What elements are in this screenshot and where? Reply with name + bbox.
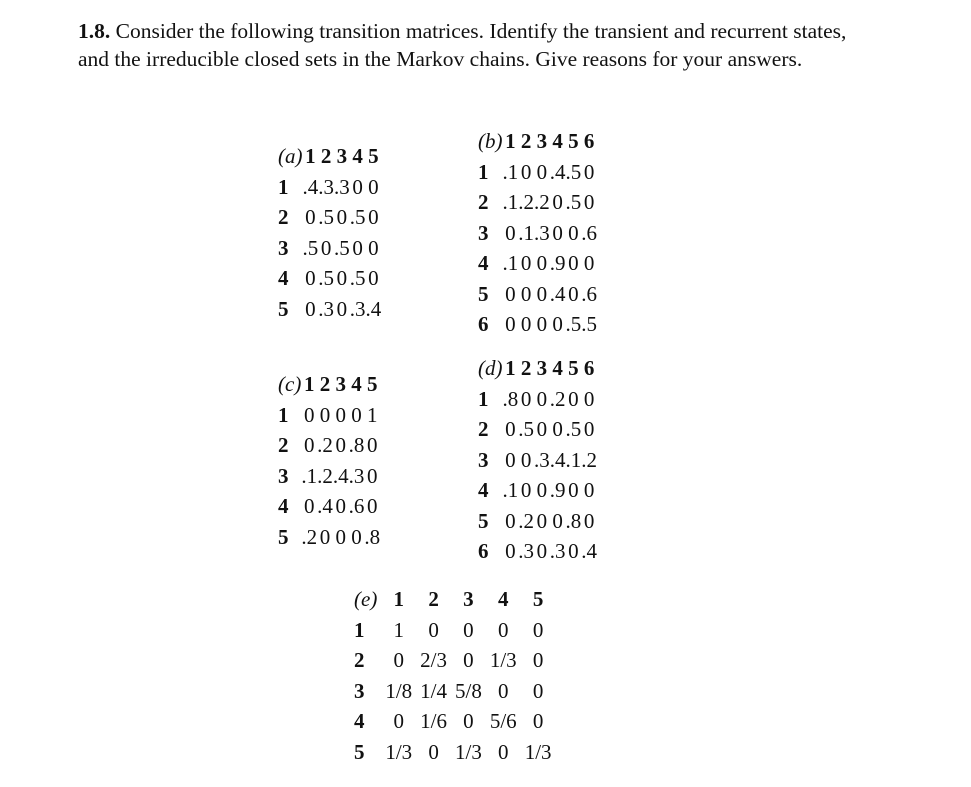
matrix-cell: 0 xyxy=(335,433,346,457)
matrix-cell: 0 xyxy=(536,478,548,502)
column-header: 3 xyxy=(463,587,474,611)
matrix-cell: .5 xyxy=(565,312,582,336)
row-header: 3 xyxy=(278,235,289,260)
column-header: 2 xyxy=(520,129,532,153)
matrix-row xyxy=(350,676,556,707)
matrix-row xyxy=(478,475,597,506)
matrix-row xyxy=(278,172,381,203)
matrix-cell: 0 xyxy=(583,508,595,533)
matrix-cell: 0 xyxy=(552,508,563,533)
matrix-cell: 0 xyxy=(505,312,516,336)
column-header: 3 xyxy=(536,129,548,153)
matrix-cell: 0 xyxy=(303,433,315,457)
matrix-cell: 1/6 xyxy=(420,709,447,733)
matrix-cell: 0 xyxy=(303,402,315,427)
matrix-cell: 0 xyxy=(463,617,474,642)
matrix-cell: 0 xyxy=(568,281,579,306)
matrix-cell: 1/3 xyxy=(385,739,413,764)
column-header: 3 xyxy=(536,356,548,380)
matrix-cell: 0 xyxy=(583,251,595,275)
row-header: 3 xyxy=(478,447,489,472)
matrix-cell: .5 xyxy=(518,417,534,441)
matrix-cell: .4 xyxy=(332,463,349,488)
matrix-row xyxy=(278,202,381,233)
matrix-cell: .3 xyxy=(534,220,550,245)
matrix-row xyxy=(350,737,556,768)
matrix-cell: 0 xyxy=(335,524,346,549)
matrix-row xyxy=(278,400,380,431)
matrix-cell: 0 xyxy=(368,266,379,290)
column-header: 2 xyxy=(320,144,332,168)
matrix-row xyxy=(278,263,381,294)
matrix-row xyxy=(478,536,597,567)
matrix-cell: 0 xyxy=(305,266,316,290)
matrix-cell: 1/3 xyxy=(524,739,552,764)
matrix-cell: 0 xyxy=(583,159,595,184)
matrix-cell: 0 xyxy=(368,174,379,199)
matrix-cell: 0 xyxy=(536,312,548,336)
row-header: 6 xyxy=(478,312,489,336)
matrix-cell: .2 xyxy=(317,433,333,457)
matrix-cell: .2 xyxy=(581,447,597,472)
matrix-row xyxy=(350,615,556,646)
matrix-cell: .1 xyxy=(502,159,519,184)
matrix-cell: 0 xyxy=(463,648,474,672)
column-header: 5 xyxy=(366,372,378,396)
matrix-cell: 0 xyxy=(536,251,548,275)
matrix-cell: .4 xyxy=(317,494,333,518)
matrix-cell: .1 xyxy=(518,220,534,245)
matrix-cell: 0 xyxy=(463,709,474,733)
matrix-cell: 0 xyxy=(583,386,595,411)
matrix-cell: 0 xyxy=(532,709,544,733)
matrix-cell: 0 xyxy=(568,386,579,411)
matrix-cell: 0 xyxy=(352,235,363,260)
column-header: 5 xyxy=(532,587,544,611)
problem-text: Consider the following transition matrices. Identify the transient and recurrent states, and the irreducible closed sets in the Markov chains. Give reasons for your answers. xyxy=(78,19,847,71)
matrix-cell: 0 xyxy=(552,190,563,214)
matrix-header-row xyxy=(478,126,597,157)
matrix-a xyxy=(278,141,381,324)
matrix-row xyxy=(478,248,597,279)
matrix-cell: 0 xyxy=(520,386,532,411)
matrix-cell: 0 xyxy=(583,190,595,214)
matrix-row xyxy=(478,506,597,537)
matrix-cell: 0 xyxy=(536,539,548,563)
matrix-cell: .1 xyxy=(502,190,519,214)
matrix-cell: 5/8 xyxy=(455,678,482,703)
matrix-cell: 0 xyxy=(393,648,404,672)
row-header: 2 xyxy=(478,190,489,214)
matrix-cell: 0 xyxy=(552,220,563,245)
matrix-cell: 0 xyxy=(305,205,316,229)
matrix-cell: 1 xyxy=(366,402,378,427)
matrix-cell: .4 xyxy=(365,296,382,321)
matrix-cell: .5 xyxy=(565,417,582,441)
column-header: 4 xyxy=(351,372,362,396)
matrix-cell: 1/3 xyxy=(455,739,482,764)
matrix-row xyxy=(478,279,597,310)
column-header: 3 xyxy=(336,144,348,168)
matrix-cell: .9 xyxy=(549,251,566,275)
column-header: 5 xyxy=(368,144,379,168)
matrix-cell: 0 xyxy=(351,402,362,427)
matrix-cell: .3 xyxy=(349,296,366,321)
matrix-cell: 0 xyxy=(505,508,516,533)
matrix-cell: .6 xyxy=(348,494,365,518)
matrix-cell: 1 xyxy=(393,617,404,642)
matrix-row xyxy=(478,309,597,340)
matrix-cell: .5 xyxy=(302,235,319,260)
matrix-cell: 0 xyxy=(336,205,348,229)
row-header: 1 xyxy=(278,402,289,427)
matrix-b xyxy=(478,126,597,340)
matrix-cell: .1 xyxy=(502,251,519,275)
matrix-cell: 2/3 xyxy=(420,648,447,672)
column-header: 6 xyxy=(583,129,595,153)
column-header: 1 xyxy=(393,587,404,611)
matrix-cell: 0 xyxy=(505,539,516,563)
matrix-cell: 0 xyxy=(583,417,595,441)
matrix-cell: 0 xyxy=(366,463,378,488)
matrix-cell: .8 xyxy=(364,524,381,549)
column-header: 4 xyxy=(552,129,563,153)
matrix-cell: .2 xyxy=(518,508,534,533)
row-header: 6 xyxy=(478,539,489,563)
matrix-cell: 0 xyxy=(305,296,316,321)
matrix-cell: .5 xyxy=(581,312,597,336)
matrix-cell: 0 xyxy=(319,524,331,549)
row-header: 3 xyxy=(278,463,289,488)
row-header: 4 xyxy=(278,494,289,518)
matrix-header-row xyxy=(350,584,556,615)
matrix-cell: .5 xyxy=(565,159,582,184)
matrix-cell: 0 xyxy=(520,281,532,306)
matrix-cell: 0 xyxy=(498,617,509,642)
matrix-cell: .2 xyxy=(301,524,318,549)
column-header: 2 xyxy=(520,356,532,380)
matrix-row xyxy=(350,706,556,737)
matrix-cell: 0 xyxy=(536,386,548,411)
matrix-cell: 0 xyxy=(498,739,509,764)
matrix-cell: 0 xyxy=(520,159,532,184)
matrix-cell: 0 xyxy=(505,220,516,245)
matrix-cell: 0 xyxy=(532,617,544,642)
row-header: 1 xyxy=(278,174,289,199)
row-header: 4 xyxy=(278,266,289,290)
matrix-cell: .4 xyxy=(581,539,597,563)
matrix-label: (a) xyxy=(278,144,303,168)
matrix-header-row xyxy=(278,141,381,172)
matrix-row xyxy=(278,430,380,461)
matrix-cell: 0 xyxy=(568,539,579,563)
row-header: 2 xyxy=(478,417,489,441)
matrix-cell: 0 xyxy=(520,251,532,275)
matrix-cell: 0 xyxy=(320,235,332,260)
matrix-cell: .8 xyxy=(502,386,519,411)
matrix-cell: 0 xyxy=(335,402,346,427)
matrix-c xyxy=(278,369,380,552)
matrix-row xyxy=(478,157,597,188)
column-header: 2 xyxy=(428,587,439,611)
matrix-row xyxy=(478,218,597,249)
column-header: 4 xyxy=(498,587,509,611)
matrix-cell: 0 xyxy=(366,433,378,457)
matrix-row xyxy=(278,294,381,325)
row-header: 3 xyxy=(478,220,489,245)
matrix-cell: 0 xyxy=(368,235,379,260)
matrix-cell: 0 xyxy=(336,296,348,321)
column-header: 1 xyxy=(303,372,315,396)
column-header: 6 xyxy=(583,356,595,380)
matrix-cell: .2 xyxy=(549,386,566,411)
matrix-cell: 0 xyxy=(335,494,346,518)
matrix-label: (b) xyxy=(478,129,503,153)
matrix-cell: 0 xyxy=(303,494,315,518)
row-header: 5 xyxy=(354,739,365,764)
matrix-cell: 0 xyxy=(532,648,544,672)
matrix-cell: .4 xyxy=(549,159,566,184)
matrix-cell: .4 xyxy=(302,174,319,199)
matrix-cell: 1/3 xyxy=(489,648,517,672)
column-header: 5 xyxy=(568,129,579,153)
problem-statement xyxy=(78,17,868,73)
matrix-cell: 0 xyxy=(352,174,363,199)
matrix-cell: .4 xyxy=(549,447,566,472)
matrix-cell: 0 xyxy=(428,617,439,642)
matrix-header-row xyxy=(278,369,380,400)
matrix-cell: .3 xyxy=(318,296,334,321)
matrix-row xyxy=(278,461,380,492)
row-header: 4 xyxy=(354,709,365,733)
matrix-label: (d) xyxy=(478,356,503,380)
column-header: 1 xyxy=(505,356,516,380)
row-header: 3 xyxy=(354,678,365,703)
matrix-cell: .1 xyxy=(502,478,519,502)
row-header: 2 xyxy=(278,433,289,457)
matrix-row xyxy=(478,384,597,415)
row-header: 5 xyxy=(278,296,289,321)
row-header: 5 xyxy=(478,281,489,306)
matrix-cell: 0 xyxy=(536,508,548,533)
column-header: 1 xyxy=(505,129,516,153)
matrix-cell: .3 xyxy=(518,539,534,563)
matrix-cell: 0 xyxy=(536,281,548,306)
matrix-cell: .3 xyxy=(549,539,566,563)
column-header: 4 xyxy=(352,144,363,168)
matrix-row xyxy=(478,414,597,445)
matrix-cell: .4 xyxy=(549,281,566,306)
matrix-cell: 0 xyxy=(552,417,563,441)
column-header: 3 xyxy=(335,372,346,396)
matrix-cell: 0 xyxy=(505,447,516,472)
matrix-cell: .3 xyxy=(318,174,334,199)
matrix-cell: .8 xyxy=(348,433,365,457)
matrix-cell: 0 xyxy=(520,478,532,502)
matrix-cell: .3 xyxy=(348,463,365,488)
matrix-cell: .5 xyxy=(318,266,334,290)
row-header: 2 xyxy=(354,648,365,672)
row-header: 5 xyxy=(478,508,489,533)
matrix-cell: .5 xyxy=(349,205,366,229)
matrix-cell: .2 xyxy=(534,190,550,214)
matrix-e xyxy=(350,584,556,767)
matrix-cell: 0 xyxy=(505,417,516,441)
matrix-cell: .3 xyxy=(534,447,550,472)
matrix-row xyxy=(278,491,380,522)
row-header: 4 xyxy=(478,478,489,502)
matrix-cell: .9 xyxy=(549,478,566,502)
column-header: 2 xyxy=(319,372,331,396)
matrix-cell: .5 xyxy=(565,190,582,214)
row-header: 4 xyxy=(478,251,489,275)
matrix-cell: .2 xyxy=(518,190,534,214)
matrix-row xyxy=(350,645,556,676)
matrix-cell: .8 xyxy=(565,508,582,533)
matrix-cell: 0 xyxy=(505,281,516,306)
matrix-cell: 0 xyxy=(428,739,439,764)
matrix-cell: 0 xyxy=(583,478,595,502)
matrix-cell: .2 xyxy=(317,463,333,488)
matrix-cell: 1/8 xyxy=(385,678,413,703)
matrix-cell: 0 xyxy=(336,266,348,290)
matrix-label: (e) xyxy=(354,587,378,611)
matrix-cell: 0 xyxy=(368,205,379,229)
matrix-cell: 0 xyxy=(568,478,579,502)
matrix-cell: 0 xyxy=(536,417,548,441)
column-header: 1 xyxy=(305,144,316,168)
matrix-cell: 0 xyxy=(552,312,563,336)
column-header: 5 xyxy=(568,356,579,380)
matrix-cell: 5/6 xyxy=(489,709,517,733)
matrix-row xyxy=(278,233,381,264)
matrix-row xyxy=(478,187,597,218)
row-header: 2 xyxy=(278,205,289,229)
matrix-cell: 0 xyxy=(393,709,404,733)
matrix-cell: .6 xyxy=(581,281,597,306)
matrix-cell: 0 xyxy=(568,251,579,275)
matrix-cell: 0 xyxy=(319,402,331,427)
matrix-label: (c) xyxy=(278,372,302,396)
row-header: 1 xyxy=(354,617,365,642)
matrix-cell: 0 xyxy=(568,220,579,245)
matrix-row xyxy=(278,522,380,553)
problem-number: 1.8. xyxy=(78,19,111,43)
matrix-cell: .5 xyxy=(349,266,366,290)
matrix-cell: 0 xyxy=(498,678,509,703)
matrix-cell: .1 xyxy=(565,447,582,472)
row-header: 1 xyxy=(478,386,489,411)
matrix-cell: .6 xyxy=(581,220,597,245)
row-header: 5 xyxy=(278,524,289,549)
row-header: 1 xyxy=(478,159,489,184)
matrix-cell: 0 xyxy=(366,494,378,518)
matrix-cell: 0 xyxy=(520,447,532,472)
matrix-cell: .5 xyxy=(334,235,350,260)
column-header: 4 xyxy=(552,356,563,380)
matrix-d xyxy=(478,353,597,567)
matrix-cell: 0 xyxy=(532,678,544,703)
matrix-cell: 0 xyxy=(520,312,532,336)
matrix-cell: .5 xyxy=(318,205,334,229)
matrix-row xyxy=(478,445,597,476)
matrix-cell: 0 xyxy=(351,524,362,549)
matrix-cell: 0 xyxy=(536,159,548,184)
matrix-cell: .1 xyxy=(301,463,318,488)
matrix-header-row xyxy=(478,353,597,384)
matrix-cell: 1/4 xyxy=(420,678,447,703)
matrix-cell: .3 xyxy=(334,174,350,199)
